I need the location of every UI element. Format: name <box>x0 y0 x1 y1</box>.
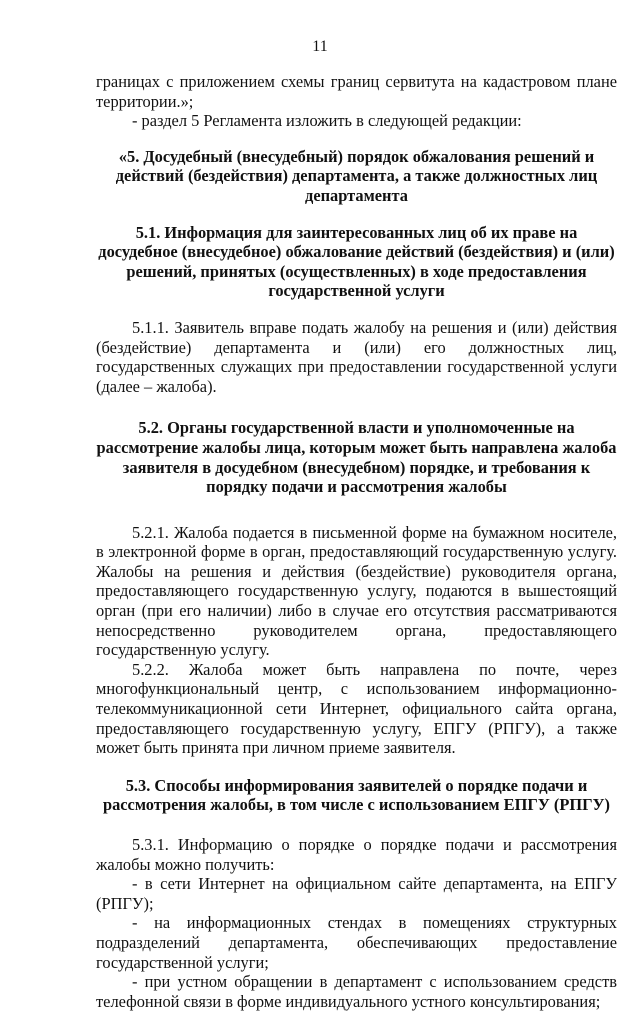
list-item: - на информационных стендах в помещениях структурных подразделений департамента, обеспечивающих предоставление государственной услуги; <box>96 913 617 972</box>
page-content <box>96 72 617 1011</box>
list-item: - при устном обращении в департамент с использованием средств телефонной связи в форме индивидуального устного консультирования; <box>96 972 617 1011</box>
subsection-5-3-title: 5.3. Способы информирования заявителей о порядке подачи и рассмотрения жалобы, в том числе с использованием ЕПГУ (РПГУ) <box>102 775 611 815</box>
paragraph-5-2-1: 5.2.1. Жалоба подается в письменной форме на бумажном носителе, в электронной форме в орган, предоставляющий государственную услугу. Жалобы на решения и действия (бездействие) руководителя органа, предоставляющего государственную услугу, подаются в вышестоящий орган (при его наличии) либо в случае его отсутствия рассматриваются непосредственно руководителем органа, предоставляющего государственную услугу. <box>96 522 617 660</box>
subsection-5-2-title: 5.2. Органы государственной власти и уполномоченные на рассмотрение жалобы лица, которым может быть направлена жалоба заявителя в досудебном (внесудебном) порядке, и требования к порядку подачи и рассмотрения жалобы <box>96 418 617 497</box>
intro-continuation: границах с приложением схемы границ сервитута на кадастровом плане территории.»; <box>96 72 617 111</box>
paragraph-5-1-1: 5.1.1. Заявитель вправе подать жалобу на решения и (или) действия (бездействие) департамента и (или) его должностных лиц, государственных служащих при предоставлении государственной услуги (далее – жалоба). <box>96 317 617 396</box>
subsection-5-1-title: 5.1. Информация для заинтересованных лиц об их праве на досудебное (внесудебное) обжалование действий (бездействия) и (или) решений, принятых (осуществленных) в ходе предоставления государственной услуги <box>98 222 615 301</box>
section-5-title: «5. Досудебный (внесудебный) порядок обжалования решений и действий (бездействия) департамента, а также должностных лиц департамента <box>115 146 598 205</box>
paragraph-5-3-1: 5.3.1. Информацию о порядке о порядке подачи и рассмотрения жалобы можно получить: <box>96 835 617 874</box>
paragraph-5-2-2: 5.2.2. Жалоба может быть направлена по почте, через многофункциональный центр, с использованием информационно-телекоммуникационной сети Интернет, официального сайта органа, предоставляющего государственную услугу, ЕПГУ (РПГУ), а также может быть принята при личном приеме заявителя. <box>96 659 617 758</box>
intro-instruction: - раздел 5 Регламента изложить в следующей редакции: <box>132 111 522 131</box>
page-number: 11 <box>312 38 328 55</box>
list-item: - в сети Интернет на официальном сайте департамента, на ЕПГУ (РПГУ); <box>96 874 617 913</box>
